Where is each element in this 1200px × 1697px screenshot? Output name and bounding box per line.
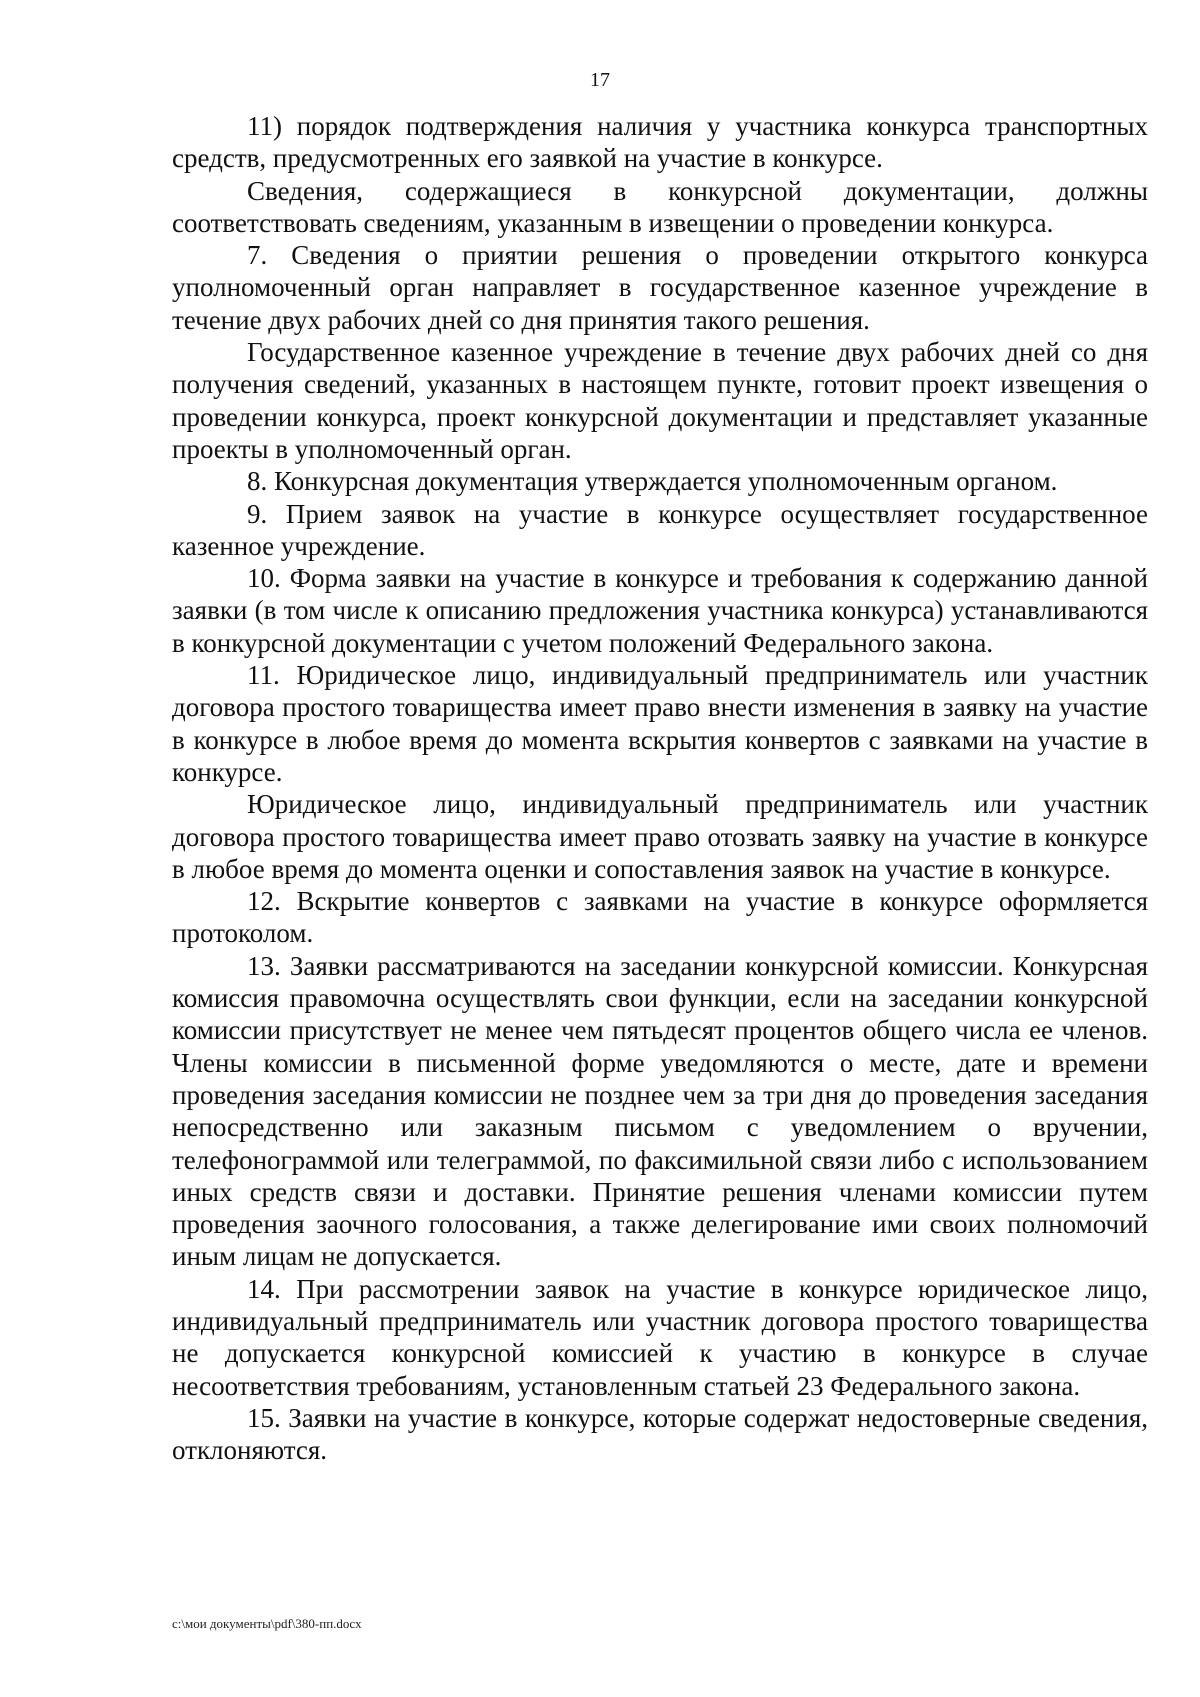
paragraph-13: 13. Заявки рассматриваются на заседании конкурсной комиссии. Конкурсная комиссия правомочна осуществлять свои функции, если на заседании конкурсной комиссии присутствует не менее чем пятьдесят процентов общего числа ее членов. Члены комиссии в письменной форме уведомляются о месте, дате и времени проведения заседания комиссии не позднее чем за три дня до проведения заседания непосредственно или заказным письмом с уведомлением о вручении, телефонограммой или телеграммой, по факсимильной связи либо с использованием иных средств связи и доставки. Принятие решения членами комиссии путем проведения заочного голосования, а также делегирование ими своих полномочий иным лицам не допускается. [172,950,1148,1272]
paragraph-documentation-conformity: Сведения, содержащиеся в конкурсной документации, должны соответствовать сведениям, указанным в извещении о проведении конкурса. [172,175,1148,238]
paragraph-item-11-transport: 11) порядок подтверждения наличия у участника конкурса транспортных средств, предусмотренных его заявкой на участие в конкурсе. [172,111,1148,174]
paragraph-11-continued: Юридическое лицо, индивидуальный предприниматель или участник договора простого товарищества имеет право отозвать заявку на участие в конкурсе в любое время до момента оценки и сопоставления заявок на участие в конкурсе. [172,789,1148,884]
document-body [172,110,1148,1466]
footer-file-path: c:\мои документы\pdf\380-пп.docx [172,1616,362,1631]
paragraph-14: 14. При рассмотрении заявок на участие в конкурсе юридическое лицо, индивидуальный предприниматель или участник договора простого товарищества не допускается конкурсной комиссией к участию в конкурсе в случае несоответствия требованиям, установленным статьей 23 Федерального закона. [172,1273,1148,1401]
paragraph-10: 10. Форма заявки на участие в конкурсе и требования к содержанию данной заявки (в том числе к описанию предложения участника конкурса) устанавливаются в конкурсной документации с учетом положений Федерального закона. [172,563,1148,658]
paragraph-8: 8. Конкурсная документация утверждается уполномоченным органом. [247,466,1058,497]
paragraph-9: 9. Прием заявок на участие в конкурсе осуществляет государственное казенное учреждение. [172,498,1148,561]
paragraph-11: 11. Юридическое лицо, индивидуальный предприниматель или участник договора простого товарищества имеет право внести изменения в заявку на участие в конкурсе в любое время до момента вскрытия конвертов с заявками на участие в конкурсе. [172,660,1148,787]
paragraph-7-continued: Государственное казенное учреждение в течение двух рабочих дней со дня получения сведений, указанных в настоящем пункте, готовит проект извещения о проведении конкурса, проект конкурсной документации и представляет указанные проекты в уполномоченный орган. [172,337,1148,464]
paragraph-7: 7. Сведения о приятии решения о проведении открытого конкурса уполномоченный орган направляет в государственное казенное учреждение в течение двух рабочих дней со дня принятия такого решения. [172,240,1148,335]
page-number: 17 [590,69,610,91]
paragraph-15: 15. Заявки на участие в конкурсе, которые содержат недостоверные сведения, отклоняются. [172,1402,1148,1466]
paragraph-12: 12. Вскрытие конвертов с заявками на участие в конкурсе оформляется протоколом. [172,886,1148,949]
